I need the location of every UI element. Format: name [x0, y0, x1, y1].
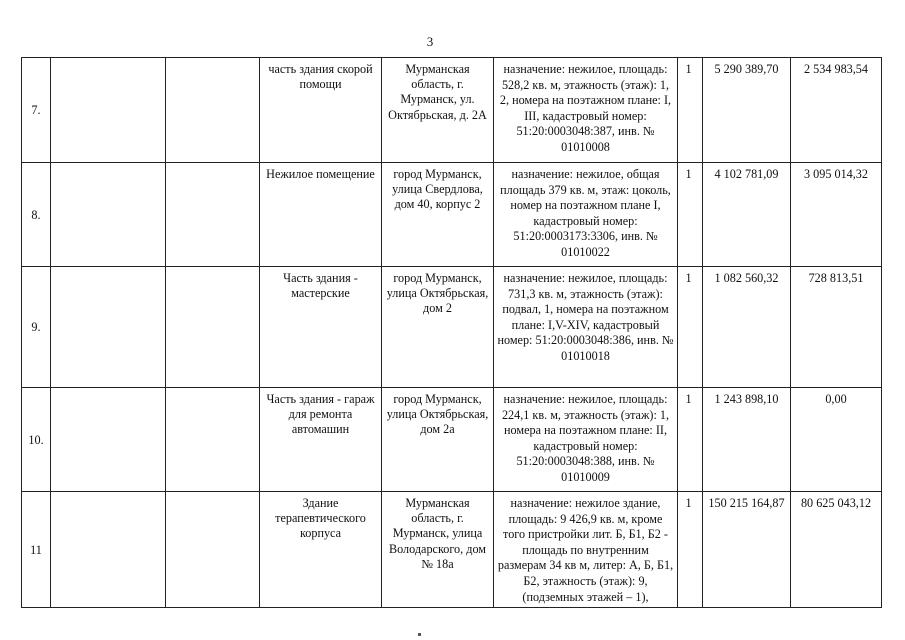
empty-cell — [51, 267, 166, 388]
object-description: назначение: нежилое, площадь: 731,3 кв. м, этажность (этаж): подвал, 1, номера на поэтажном плане: I,V-XIV, кадастровый номер: 51:20:0003048:386, инв. № 01010018 — [494, 267, 678, 388]
empty-cell — [166, 267, 260, 388]
row-number: 10. — [22, 388, 51, 492]
object-address: город Мурманск, улица Октябрьская, дом 2а — [382, 388, 494, 492]
object-address: Мурманская область, г. Мурманск, ул. Октябрьская, д. 2А — [382, 58, 494, 163]
book-value: 5 290 389,70 — [703, 58, 791, 163]
empty-cell — [166, 58, 260, 163]
object-address: Мурманская область, г. Мурманск, улица Володарского, дом № 18а — [382, 492, 494, 608]
empty-cell — [166, 163, 260, 267]
table-row — [22, 163, 882, 267]
object-description: назначение: нежилое, площадь: 224,1 кв. м, этажность (этаж): 1, номера на поэтажном плане: II, кадастровый номер: 51:20:0003048:388, инв. № 01010009 — [494, 388, 678, 492]
object-quantity: 1 — [678, 388, 703, 492]
object-address: город Мурманск, улица Свердлова, дом 40, корпус 2 — [382, 163, 494, 267]
object-address: город Мурманск, улица Октябрьская, дом 2 — [382, 267, 494, 388]
residual-value: 2 534 983,54 — [791, 58, 882, 163]
table-row — [22, 388, 882, 492]
object-quantity: 1 — [678, 267, 703, 388]
residual-value: 80 625 043,12 — [791, 492, 882, 608]
object-description: назначение: нежилое, площадь: 528,2 кв. м, этажность (этаж): 1, 2, номера на поэтажном плане: I, III, кадастровый номер: 51:20:0003048:387, инв. № 01010008 — [494, 58, 678, 163]
object-name: часть здания скорой помощи — [260, 58, 382, 163]
object-quantity: 1 — [678, 58, 703, 163]
table-row — [22, 492, 882, 608]
empty-cell — [51, 58, 166, 163]
table-row — [22, 267, 882, 388]
object-description: назначение: нежилое здание, площадь: 9 426,9 кв. м, кроме того пристройки лит. Б, Б1, Б2 - площадь по внутренним размерам 34 кв м, литер: А, Б, Б1, Б2, этажность (этаж): 9, (подземных этажей – 1), — [494, 492, 678, 608]
table-row — [22, 58, 882, 163]
book-value: 150 215 164,87 — [703, 492, 791, 608]
book-value: 4 102 781,09 — [703, 163, 791, 267]
property-table — [21, 57, 882, 608]
residual-value: 728 813,51 — [791, 267, 882, 388]
residual-value: 0,00 — [791, 388, 882, 492]
row-number: 8. — [22, 163, 51, 267]
book-value: 1 243 898,10 — [703, 388, 791, 492]
object-description: назначение: нежилое, общая площадь 379 кв. м, этаж: цоколь, номер на поэтажном плане I, кадастровый номер: 51:20:0003173:3306, инв. № 01010022 — [494, 163, 678, 267]
object-quantity: 1 — [678, 492, 703, 608]
empty-cell — [51, 163, 166, 267]
scan-mark — [418, 633, 421, 636]
row-number: 7. — [22, 58, 51, 163]
row-number: 9. — [22, 267, 51, 388]
empty-cell — [166, 388, 260, 492]
residual-value: 3 095 014,32 — [791, 163, 882, 267]
object-name: Часть здания - гараж для ремонта автомашин — [260, 388, 382, 492]
object-name: Здание терапевтического корпуса — [260, 492, 382, 608]
empty-cell — [51, 492, 166, 608]
book-value: 1 082 560,32 — [703, 267, 791, 388]
empty-cell — [166, 492, 260, 608]
object-quantity: 1 — [678, 163, 703, 267]
object-name: Нежилое помещение — [260, 163, 382, 267]
row-number: 11 — [22, 492, 51, 608]
empty-cell — [51, 388, 166, 492]
object-name: Часть здания - мастерские — [260, 267, 382, 388]
page-number: 3 — [426, 34, 434, 49]
